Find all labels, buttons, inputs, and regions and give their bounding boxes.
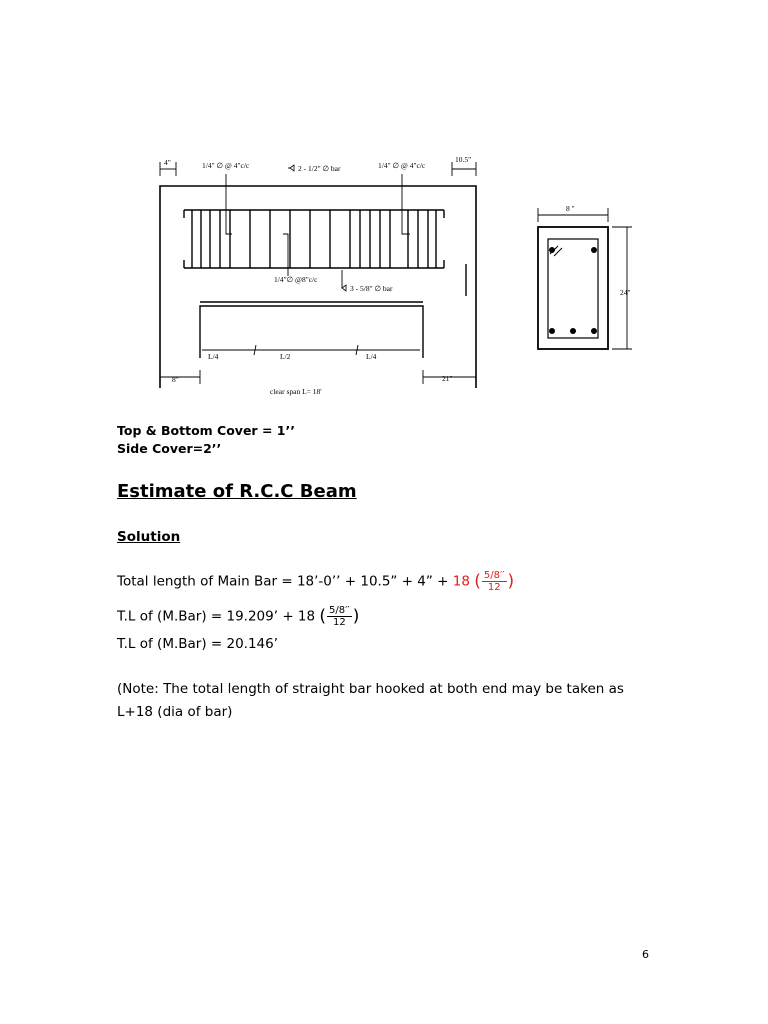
note-line-1: (Note: The total length of straight bar hooked at both end may be taken as (117, 681, 624, 697)
label-stirrup-left: 1/4" ∅ @ 4"c/c (202, 161, 250, 170)
label-section-width: 8 " (566, 204, 575, 213)
stirrups (192, 210, 436, 268)
label-stirrup-mid: 1/4"∅ @8"c/c (274, 275, 318, 284)
fraction-numerator: 5/8′′ (483, 570, 505, 581)
paren-close: ) (507, 571, 515, 592)
solution-label: Solution (117, 529, 181, 545)
calc-line-1-fraction (482, 570, 507, 593)
calc-line-2-text: T.L of (M.Bar) = 19.209’ + 18 (117, 608, 316, 625)
paren-open: ( (319, 606, 327, 627)
label-top-bar: 2 - 1/2" ∅ bar (298, 164, 341, 173)
label-cover-right: 10.5" (455, 155, 472, 164)
label-span-l2: L/2 (280, 352, 291, 361)
calc-line-1 (117, 570, 514, 593)
beam-reinforcement-drawing (148, 148, 648, 403)
page-number: 6 (642, 948, 649, 961)
label-cover-left: 4" (164, 158, 171, 167)
label-clear-span: clear span L= 18' (270, 387, 322, 396)
label-support-right: 21" (442, 374, 453, 383)
label-stirrup-right: 1/4" ∅ @ 4"c/c (378, 161, 426, 170)
label-span-l4-left: L/4 (208, 352, 219, 361)
page-title: Estimate of R.C.C Beam (117, 481, 357, 502)
label-span-l4-right: L/4 (366, 352, 377, 361)
paren-close: ) (352, 606, 360, 627)
label-section-depth: 24" (620, 288, 631, 297)
cover-top-bottom: Top & Bottom Cover = 1’’ (117, 423, 295, 438)
calc-line-2-fraction (327, 605, 352, 628)
beam-cross-section (538, 208, 632, 349)
fraction-numerator: 5/8′′ (329, 605, 350, 616)
fraction-denominator: 12 (487, 582, 501, 593)
calc-line-3: T.L of (M.Bar) = 20.146’ (117, 636, 279, 652)
cover-side: Side Cover=2’’ (117, 441, 222, 456)
paren-open: ( (474, 571, 481, 592)
calc-line-2 (117, 605, 359, 628)
label-bottom-bar: 3 - 5/8" ∅ bar (350, 284, 393, 293)
fraction-denominator: 12 (333, 617, 346, 628)
note-line-2: L+18 (dia of bar) (117, 704, 233, 720)
label-support-left: 8" (172, 375, 179, 384)
calc-line-1-coef: 18 (452, 573, 470, 590)
calc-line-1-text: Total length of Main Bar = 18’-0’’ + 10.5” + 4” + (117, 573, 453, 590)
